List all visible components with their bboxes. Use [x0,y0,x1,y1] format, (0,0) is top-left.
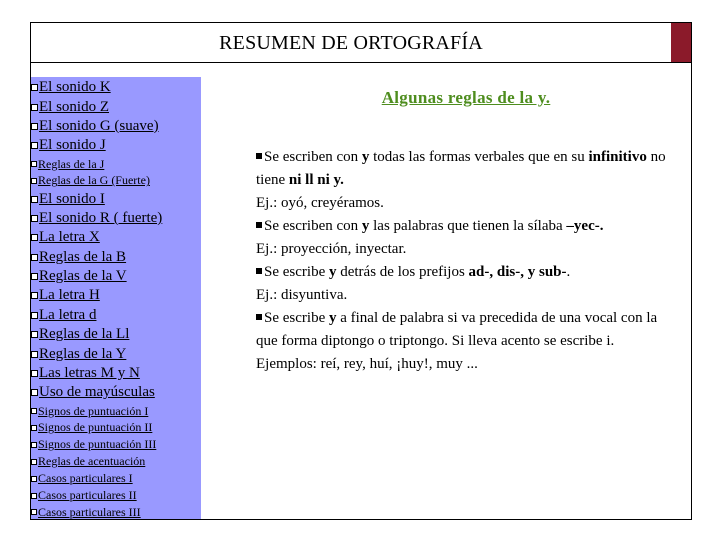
sidebar-item[interactable] [31,364,206,383]
rule-2-bold: y [361,218,370,234]
hollow-square-bullet-icon [31,215,38,222]
rule-3-bold-2: ad-, dis-, y sub- [468,264,567,280]
content-heading: Algunas reglas de la y. [381,88,551,107]
example-2: Ej.: proyección, inyectar. [256,241,407,257]
sidebar-menu [31,78,206,521]
hollow-square-bullet-icon [31,142,38,149]
sidebar-item-label: Reglas de la Y [39,345,127,362]
title-divider [30,62,692,63]
hollow-square-bullet-icon [31,104,38,111]
rule-1-text-3: no tiene [256,149,666,188]
hollow-square-bullet-icon [31,351,38,358]
sidebar-item[interactable] [31,228,206,247]
hollow-square-bullet-icon [31,178,37,184]
sidebar-item-label: Reglas de la V [39,268,127,285]
rule-1-bold-3: ni ll ni y. [288,172,344,188]
rule-1-text-2: todas las formas verbales que en su [369,149,589,165]
rule-4-bold: y [328,310,337,326]
rule-3 [256,261,676,284]
sidebar-item[interactable] [31,286,206,305]
sidebar-item[interactable] [31,136,206,155]
sidebar-item[interactable] [31,172,206,189]
hollow-square-bullet-icon [31,273,38,280]
hollow-square-bullet-icon [31,84,38,91]
slide-title: RESUMEN DE ORTOGRAFÍA [219,31,483,54]
sidebar-item[interactable] [31,504,206,521]
hollow-square-bullet-icon [31,476,37,482]
rule-2-text-2: las palabras que tienen la sílaba [369,218,567,234]
sidebar-item-label: La letra X [39,229,100,246]
sidebar-item-label: El sonido R ( fuerte) [39,209,163,226]
hollow-square-bullet-icon [31,254,38,261]
sidebar-item-label: Signos de puntuación III [38,437,157,452]
rule-4-text-2: a final de palabra si va precedida de una vocal con la que forma diptongo o triptongo. Si lleva acento se escribe i. Ejemplos: reí, rey, huí, ¡huy!, muy ... [256,310,658,372]
square-bullet-icon [256,314,262,320]
sidebar-item[interactable] [31,436,206,453]
hollow-square-bullet-icon [31,389,38,396]
sidebar-item-label: Casos particulares III [38,504,141,519]
sidebar-item[interactable] [31,156,206,173]
title-accent-block [671,23,691,63]
sidebar-item-label: La letra d [39,306,97,323]
sidebar-item[interactable] [31,487,206,504]
rule-3-text: Se escribe [264,264,329,280]
sidebar-item[interactable] [31,420,206,437]
sidebar-item[interactable] [31,306,206,325]
hollow-square-bullet-icon [31,425,37,431]
content-area [256,88,676,376]
hollow-square-bullet-icon [31,312,38,319]
sidebar-item[interactable] [31,325,206,344]
hollow-square-bullet-icon [31,442,37,448]
sidebar-item[interactable] [31,403,206,420]
rule-1 [256,146,676,192]
hollow-square-bullet-icon [31,123,38,130]
example-3: Ej.: disyuntiva. [256,287,348,303]
hollow-square-bullet-icon [31,408,37,414]
rule-1-text: Se escriben con [264,149,362,165]
hollow-square-bullet-icon [31,196,38,203]
sidebar-item[interactable] [31,267,206,286]
square-bullet-icon [256,268,262,274]
sidebar-item-label: Uso de mayúsculas [39,384,155,401]
sidebar-item[interactable] [31,344,206,363]
hollow-square-bullet-icon [31,292,38,299]
rule-4 [256,307,676,376]
sidebar-item[interactable] [31,453,206,470]
hollow-square-bullet-icon [31,493,37,499]
sidebar-item-label: Reglas de acentuación [38,454,146,469]
rule-2 [256,215,676,238]
sidebar-item-label: El sonido I [39,190,105,207]
sidebar-item-label: Las letras M y N [39,365,140,382]
sidebar-item[interactable] [31,78,206,97]
sidebar-item[interactable] [31,248,206,267]
sidebar-item-label: El sonido G (suave) [39,117,159,134]
hollow-square-bullet-icon [31,161,37,167]
rule-3-text-3: . [566,264,571,280]
rule-4-text: Se escribe [264,310,329,326]
sidebar-item-label: Casos particulares I [38,471,133,486]
hollow-square-bullet-icon [31,509,37,515]
sidebar-item[interactable] [31,117,206,136]
sidebar-item-label: La letra H [39,287,100,304]
rule-1-bold-2: infinitivo [588,149,647,165]
hollow-square-bullet-icon [31,234,38,241]
hollow-square-bullet-icon [31,331,38,338]
rule-1-bold: y [361,149,370,165]
sidebar-item-label: Reglas de la J [38,156,105,171]
sidebar-item-label: Reglas de la Ll [39,326,130,343]
sidebar-item-label: El sonido J [39,137,106,154]
rule-2-text: Se escriben con [264,218,362,234]
sidebar-item-label: El sonido K [39,79,111,96]
sidebar-item-label: Signos de puntuación I [38,403,149,418]
square-bullet-icon [256,153,262,159]
sidebar-item[interactable] [31,470,206,487]
hollow-square-bullet-icon [31,370,38,377]
sidebar-item-label: Casos particulares II [38,488,137,503]
sidebar-item[interactable] [31,383,206,402]
sidebar-item-label: El sonido Z [39,98,109,115]
example-1: Ej.: oyó, creyéramos. [256,195,384,211]
sidebar-item-label: Reglas de la G (Fuerte) [38,173,150,188]
rule-3-bold: y [328,264,337,280]
sidebar-item[interactable] [31,209,206,228]
sidebar-item-label: Reglas de la B [39,248,127,265]
rule-3-text-2: detrás de los prefijos [336,264,469,280]
rule-2-bold-2: –yec-. [566,218,604,234]
sidebar-item[interactable] [31,97,206,116]
sidebar-item-label: Signos de puntuación II [38,420,153,435]
sidebar-item[interactable] [31,189,206,208]
hollow-square-bullet-icon [31,459,37,465]
square-bullet-icon [256,222,262,228]
